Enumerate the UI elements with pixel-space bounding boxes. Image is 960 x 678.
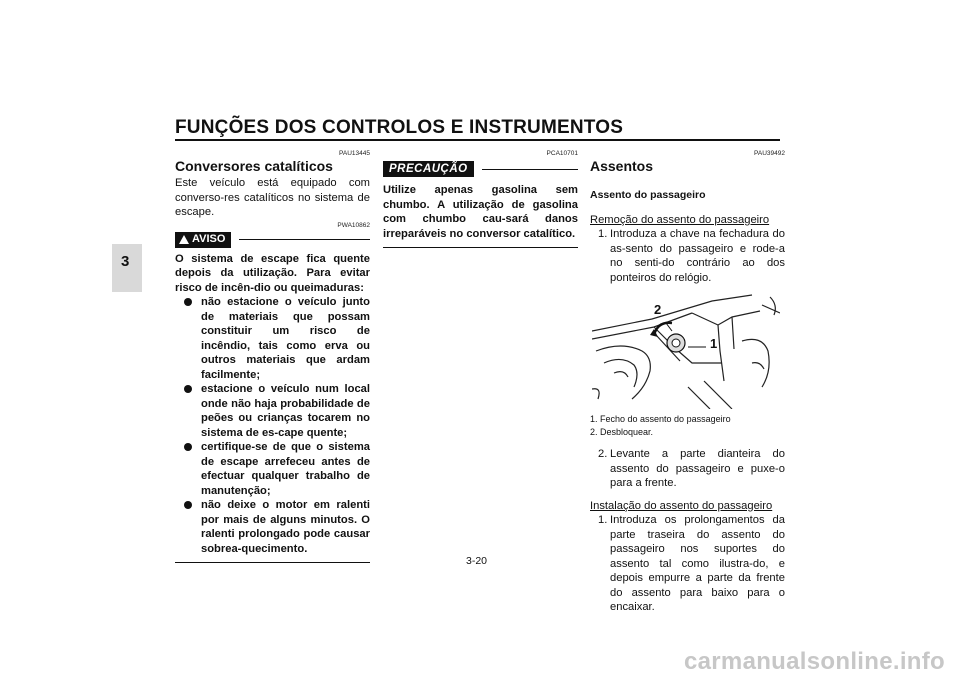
warning-rule <box>239 239 370 240</box>
caution-rule <box>482 169 578 170</box>
install-label: Instalação do assento do passageiro <box>590 499 773 512</box>
watermark: carmanualsonline.info <box>684 648 946 675</box>
figure-label-2: 2 <box>654 302 662 317</box>
page-title: FUNÇÕES DOS CONTROLOS E INSTRUMENTOS <box>175 117 624 138</box>
caution-badge: PRECAUÇÃO <box>383 161 474 178</box>
list-item: 1. Introduza a chave na fechadura do as-sento do passageiro e rode-a no senti-do contrário ao dos ponteiros do relógio. <box>598 228 785 284</box>
warning-label: AVISO <box>192 233 226 246</box>
warning-text: O sistema de escape fica quente depois da utilização. Para evitar risco de incên-dio ou queimaduras: <box>175 252 370 294</box>
chapter-number: 3 <box>121 253 130 270</box>
warning-code: PWA10862 <box>337 221 370 229</box>
removal-steps-continued <box>590 447 785 491</box>
bullet-icon <box>184 385 192 393</box>
caution-end-rule <box>383 247 578 248</box>
warning-bullet-list <box>175 295 370 556</box>
figure-caption-2: 2. Desbloquear. <box>590 427 654 437</box>
list-item: 1. Introduza os prolongamentos da parte traseira do assento do passageiro nos suportes do assento tal como ilustra-do, e depois empurre a parte da frente do assento para baixo para o encaixar. <box>598 514 785 613</box>
bullet-icon <box>184 501 192 509</box>
bullet-icon <box>184 298 192 306</box>
passenger-seat-heading: Assento do passageiro <box>590 189 706 201</box>
seat-lock-drawing <box>592 291 780 409</box>
list-item: estacione o veículo num local onde não haja probabilidade de peões ou crianças tocarem no sistema de es-cape quente; <box>175 382 370 440</box>
install-steps <box>590 513 785 615</box>
warning-header <box>175 232 370 248</box>
intro-paragraph: Este veículo está equipado com converso-res catalíticos no sistema de escape. <box>175 177 370 218</box>
warning-end-rule <box>175 562 370 563</box>
figure-label-1: 1 <box>710 336 718 351</box>
list-item: 2. Levante a parte dianteira do assento do passageiro e puxe-o para a frente. <box>598 448 785 489</box>
column-catalytic-converters <box>175 150 370 563</box>
list-item: não estacione o veículo junto de materiais que possam constituir um risco de incêndio, tais como erva ou outros materiais que ardam facilmente; <box>175 295 370 382</box>
section-heading: Conversores catalíticos <box>175 158 333 174</box>
column-caution <box>383 150 578 248</box>
page-number: 3-20 <box>466 555 488 567</box>
figure-caption-1: 1. Fecho do assento do passageiro <box>590 414 731 424</box>
column-seats <box>590 150 785 615</box>
seat-lock-illustration <box>592 291 780 409</box>
seats-code: PAU39492 <box>754 150 785 157</box>
seats-heading: Assentos <box>590 158 654 174</box>
warning-triangle-icon <box>179 235 189 244</box>
removal-label: Remoção do assento do passageiro <box>590 213 770 226</box>
list-item: não deixe o motor em ralenti por mais de alguns minutos. O ralenti prolongado pode causar sobrea-quecimento. <box>175 498 370 556</box>
caution-header <box>383 161 578 177</box>
caution-text: Utilize apenas gasolina sem chumbo. A utilização de gasolina com chumbo cau-sará danos irreparáveis no conversor catalítico. <box>383 184 578 240</box>
bullet-icon <box>184 443 192 451</box>
section-code: PAU13445 <box>339 150 370 157</box>
list-item: certifique-se de que o sistema de escape arrefeceu antes de efectuar qualquer trabalho de manutenção; <box>175 440 370 498</box>
title-rule <box>175 139 780 141</box>
removal-steps <box>590 227 785 285</box>
caution-code: PCA10701 <box>546 150 578 157</box>
warning-badge <box>175 232 231 248</box>
